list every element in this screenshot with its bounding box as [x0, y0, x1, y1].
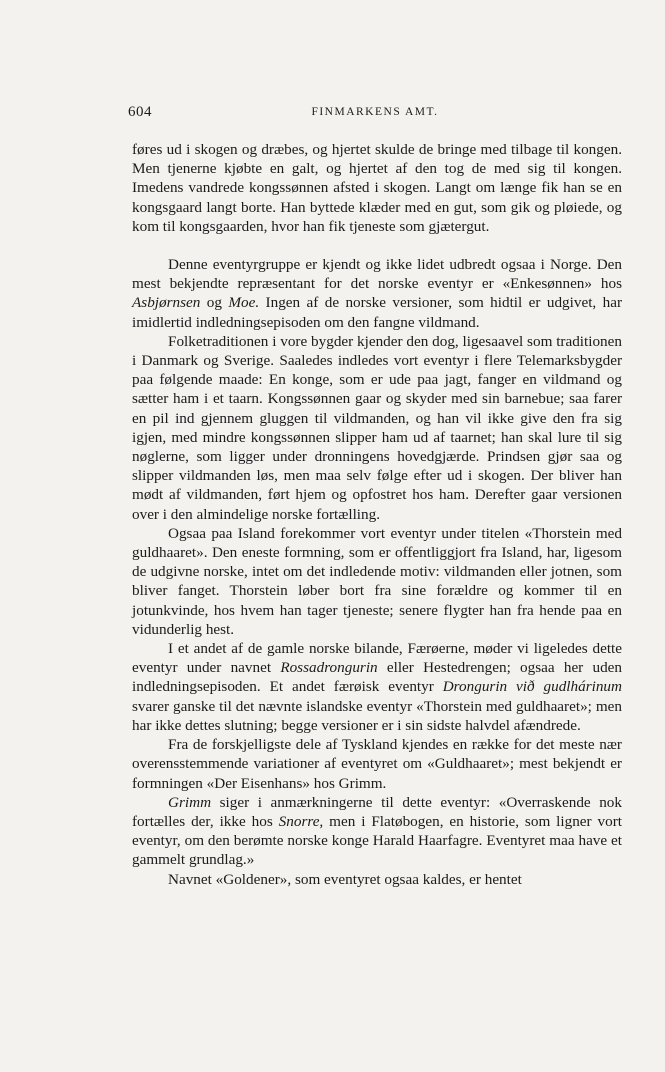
paragraph-2: Denne eventyrgruppe er kjendt og ikke lidet udbredt ogsaa i Norge. Den mest bekjendte repræsentant for det norske eventyr er «Enkesønnen» hos Asbjørnsen og Moe. Ingen af de norske versioner, som hidtil er udgivet, har imidlertid indledningsepisoden om den fangne vildmand. [132, 256, 623, 331]
running-title: FINMARKENS AMT. [311, 106, 439, 118]
paragraph-4: Ogsaa paa Island forekommer vort eventyr under titelen «Thorstein med guldhaaret». Den eneste formning, som er offentliggjort fra Island, har, ligesom de udgivne norske, intet om det indledende motiv: vildmanden eller jotnen, som bliver fanget. Thorstein løber bort fra sine forældre og kommer til en jotunkvinde, hos hvem han tager tjeneste; senere flygter han fra hende paa en vidunderlig hest. [132, 524, 622, 638]
title-drongurin: Drongurin við gudlhárinum [442, 678, 622, 696]
author-name-moe: Moe. [228, 294, 260, 312]
author-name-snorre: Snorre, [278, 812, 324, 830]
author-name-grimm: Grimm [168, 793, 212, 811]
paragraph-3: Folketraditionen i vore bygder kjender den dog, ligesaavel som traditionen i Danmark og Sverige. Saaledes indledes vort eventyr i flere Telemarksbygder paa følgende maade: En konge, som er ude paa jagt, fanger en vildmand og sætter ham i et taarn. Kongssønnen gaar og skyder med sin barnebue; saa farer en pil ind gjennem gluggen til vildmanden, og han vil ikke give den fra sig igjen, med mindre kongssønnen slipper ham ud af taarnet; han skal lure til sig nøglerne, som ligger under dronningens hovedgjærde. Prindsen gjør saa og slipper vildmanden løs, men maa selv følge efter ud i skogen. Der bliver han mødt af vildmanden, ført hjem og opfostret hos ham. Derefter gaar versionen over i den almindelige norske fortælling. [132, 332, 622, 523]
paragraph-7: Grimm siger i anmærkningerne til dette eventyr: «Overraskende nok fortælles der, ikke hos Snorre, men i Flatøbogen, en historie, som ligner vort eventyr, om den berømte norske konge Harald Haarfagre. Eventyret maa have et gammelt grundlag.» [132, 793, 622, 869]
paragraph-8: Navnet «Goldener», som eventyret ogsaa kaldes, er hentet [168, 870, 522, 888]
paragraph-5: I et andet af de gamle norske bilande, Færøerne, møder vi ligeledes dette eventyr under navnet Rossadrongurin eller Hestedrengen; ogsaa her uden indledningsepisoden. Et andet færøisk eventyr Drongurin við gudlhárinum svarer ganske til det nævnte islandske eventyr «Thorstein med guldhaaret»; men har ikke dettes slutning; begge versioner er i sin sidste halvdel afændrede. [132, 640, 622, 734]
title-rossadrongurin: Rossadrongurin [280, 659, 378, 677]
body-text [132, 140, 622, 889]
author-name-asbjornsen: Asbjørnsen [132, 294, 201, 312]
page-header [128, 104, 622, 126]
paragraph-1: føres ud i skogen og dræbes, og hjertet skulde de bringe med tilbage til kongen. Men tjenerne kjøbte en galt, og hjertet af den tog de med sig til kongen. Imedens vandrede kongssønnen afsted i skogen. Langt om længe fik han se en kongsgaard langt borte. Han byttede klæder med en gut, som gik og pløiede, og kom til kongsgaarden, hvor han fik tjeneste som gjætergut. [132, 141, 622, 235]
page-number: 604 [128, 104, 152, 120]
paragraph-6: Fra de forskjelligste dele af Tyskland kjendes en række for det meste nær overensstemmende variationer af eventyret om «Guldhaaret»; mest bekjendt er formningen «Der Eisenhans» hos Grimm. [132, 736, 622, 792]
